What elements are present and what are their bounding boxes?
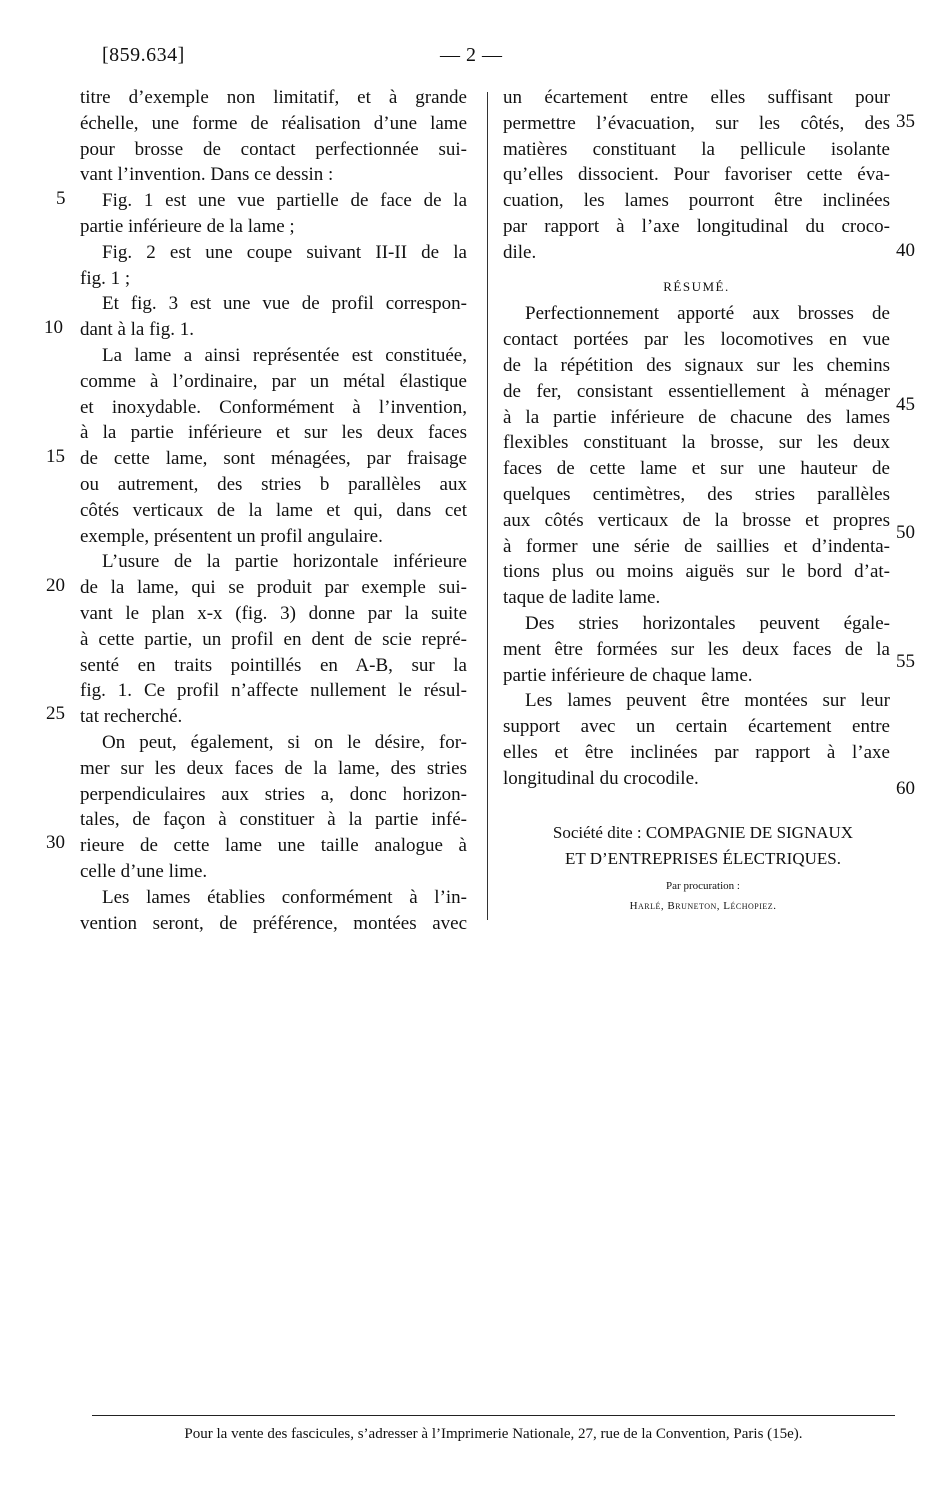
text-line: faces de cette lame et sur une hauteur de xyxy=(503,458,890,480)
text-line: échelle, une forme de réalisation d’une lame xyxy=(80,112,467,134)
text-line: comme à l’ordinaire, par un métal élastique xyxy=(80,370,467,392)
text-line: longitudinal du crocodile. xyxy=(503,767,699,789)
margin-number-30: 30 xyxy=(46,832,65,853)
text-line: On peut, également, si on le désire, for- xyxy=(102,731,467,753)
margin-number-55: 55 xyxy=(896,651,915,672)
margin-number-15: 15 xyxy=(46,446,65,467)
text-line: à cette partie, un profil en dent de scie repré- xyxy=(80,628,467,650)
text-line: elles et être inclinées par rapport à l’axe xyxy=(503,741,890,763)
text-line: fig. 1. Ce profil n’affecte nullement le résul- xyxy=(80,680,467,702)
patent-number: [859.634] xyxy=(102,44,185,66)
text-line: quelques centimètres, des stries parallèles xyxy=(503,483,890,505)
text-line: par rapport à l’axe longitudinal du croco- xyxy=(503,215,890,237)
text-line: tales, de façon à constituer à la partie infé- xyxy=(80,809,467,831)
text-line: aux côtés verticaux de la brosse et propres xyxy=(503,509,890,531)
text-line: à la partie inférieure et sur les deux faces xyxy=(80,422,467,444)
signature-block xyxy=(503,820,903,916)
margin-number-50: 50 xyxy=(896,522,915,543)
text-line: mer sur les deux faces de la lame, des stries xyxy=(80,757,467,779)
text-line: rieure de cette lame une taille analogue à xyxy=(80,835,467,857)
text-line: ment être formées sur les deux faces de la xyxy=(503,638,890,660)
margin-number-20: 20 xyxy=(46,575,65,596)
text-line: de la répétition des signaux sur les chemins xyxy=(503,354,890,376)
text-line: titre d’exemple non limitatif, et à grande xyxy=(80,87,467,108)
text-line: vention seront, de préférence, montées avec xyxy=(80,912,467,934)
text-line: fig. 1 ; xyxy=(80,267,131,289)
text-line: La lame a ainsi représentée est constituée, xyxy=(102,344,467,366)
text-line: taque de ladite lame. xyxy=(503,587,661,609)
signature-company-line-2: ET D’ENTREPRISES ÉLECTRIQUES. xyxy=(565,849,841,868)
margin-number-45: 45 xyxy=(896,394,915,415)
text-line: Fig. 2 est une coupe suivant II-II de la xyxy=(102,241,467,263)
resume-heading: RÉSUMÉ. xyxy=(663,278,730,294)
text-line: exemple, présentent un profil angulaire. xyxy=(80,525,383,547)
left-column xyxy=(80,85,467,936)
footer-note: Pour la vente des fascicules, s’adresser à l’Imprimerie Nationale, 27, rue de la Convention, Paris (15e). xyxy=(184,1426,803,1442)
text-line: cuation, les lames pourront être inclinées xyxy=(503,190,890,212)
text-line: L’usure de la partie horizontale inférieure xyxy=(102,551,467,573)
text-line: partie inférieure de la lame ; xyxy=(80,215,295,237)
signature-company-line-1: Société dite : COMPAGNIE DE SIGNAUX xyxy=(552,823,854,842)
text-line: matières constituant la pellicule isolante xyxy=(503,138,890,160)
signature-agents: Harlé, Bruneton, Léchopiez. xyxy=(629,900,777,912)
text-line: celle d’une lime. xyxy=(80,860,208,882)
text-line: à la partie inférieure de chacune des lames xyxy=(503,406,890,428)
text-line: flexibles constituant la brosse, sur les deux xyxy=(503,432,890,454)
text-line: qu’elles dissocient. Pour favoriser cette éva- xyxy=(503,164,890,186)
margin-number-5: 5 xyxy=(56,188,66,209)
text-line: côtés verticaux de la lame et qui, dans cet xyxy=(80,499,467,521)
margin-number-10: 10 xyxy=(44,317,63,338)
column-divider xyxy=(487,92,488,920)
footer-rule xyxy=(92,1415,895,1416)
text-line: dile. xyxy=(503,241,537,263)
signature-proxy-label: Par procuration : xyxy=(666,880,740,892)
text-line: permettre l’évacuation, sur les côtés, des xyxy=(503,112,890,134)
text-line: de cette lame, sont ménagées, par fraisage xyxy=(80,448,467,470)
text-line: vant l’invention. Dans ce dessin : xyxy=(80,164,334,186)
right-column xyxy=(503,85,890,792)
text-line: Les lames établies conformément à l’in- xyxy=(102,886,467,908)
text-line: Perfectionnement apporté aux brosses de xyxy=(525,303,890,325)
text-line: Et fig. 3 est une vue de profil correspon- xyxy=(102,293,467,315)
text-line: à former une série de saillies et d’indenta- xyxy=(503,535,890,557)
text-line: de fer, consistant essentiellement à ménager xyxy=(503,380,890,402)
text-line: contact portées par les locomotives en vue xyxy=(503,329,890,351)
page-number: — 2 — xyxy=(440,44,503,66)
text-line: Les lames peuvent être montées sur leur xyxy=(525,690,890,712)
text-line: partie inférieure de chaque lame. xyxy=(503,664,753,686)
margin-number-25: 25 xyxy=(46,703,65,724)
text-line: tat recherché. xyxy=(80,706,183,728)
margin-number-60: 60 xyxy=(896,778,915,799)
text-line: ou autrement, des stries b parallèles aux xyxy=(80,473,467,495)
text-line: dant à la fig. 1. xyxy=(80,319,194,341)
text-line: de la lame, qui se produit par exemple sui- xyxy=(80,577,467,599)
text-line: Fig. 1 est une vue partielle de face de la xyxy=(102,190,467,212)
text-line: tions plus ou moins aiguës sur le bord d’at- xyxy=(503,561,890,583)
text-line: vant le plan x-x (fig. 3) donne par la suite xyxy=(80,602,467,624)
text-line: senté en traits pointillés en A-B, sur la xyxy=(80,654,467,676)
text-line: pour brosse de contact perfectionnée sui- xyxy=(80,138,467,160)
margin-number-40: 40 xyxy=(896,240,915,261)
text-line: perpendiculaires aux stries a, donc horizon- xyxy=(80,783,467,805)
text-line: un écartement entre elles suffisant pour xyxy=(503,87,890,108)
text-line: et inoxydable. Conformément à l’invention, xyxy=(80,396,467,418)
text-line: support avec un certain écartement entre xyxy=(503,716,890,738)
margin-number-35: 35 xyxy=(896,111,915,132)
text-line: Des stries horizontales peuvent égale- xyxy=(525,612,890,634)
